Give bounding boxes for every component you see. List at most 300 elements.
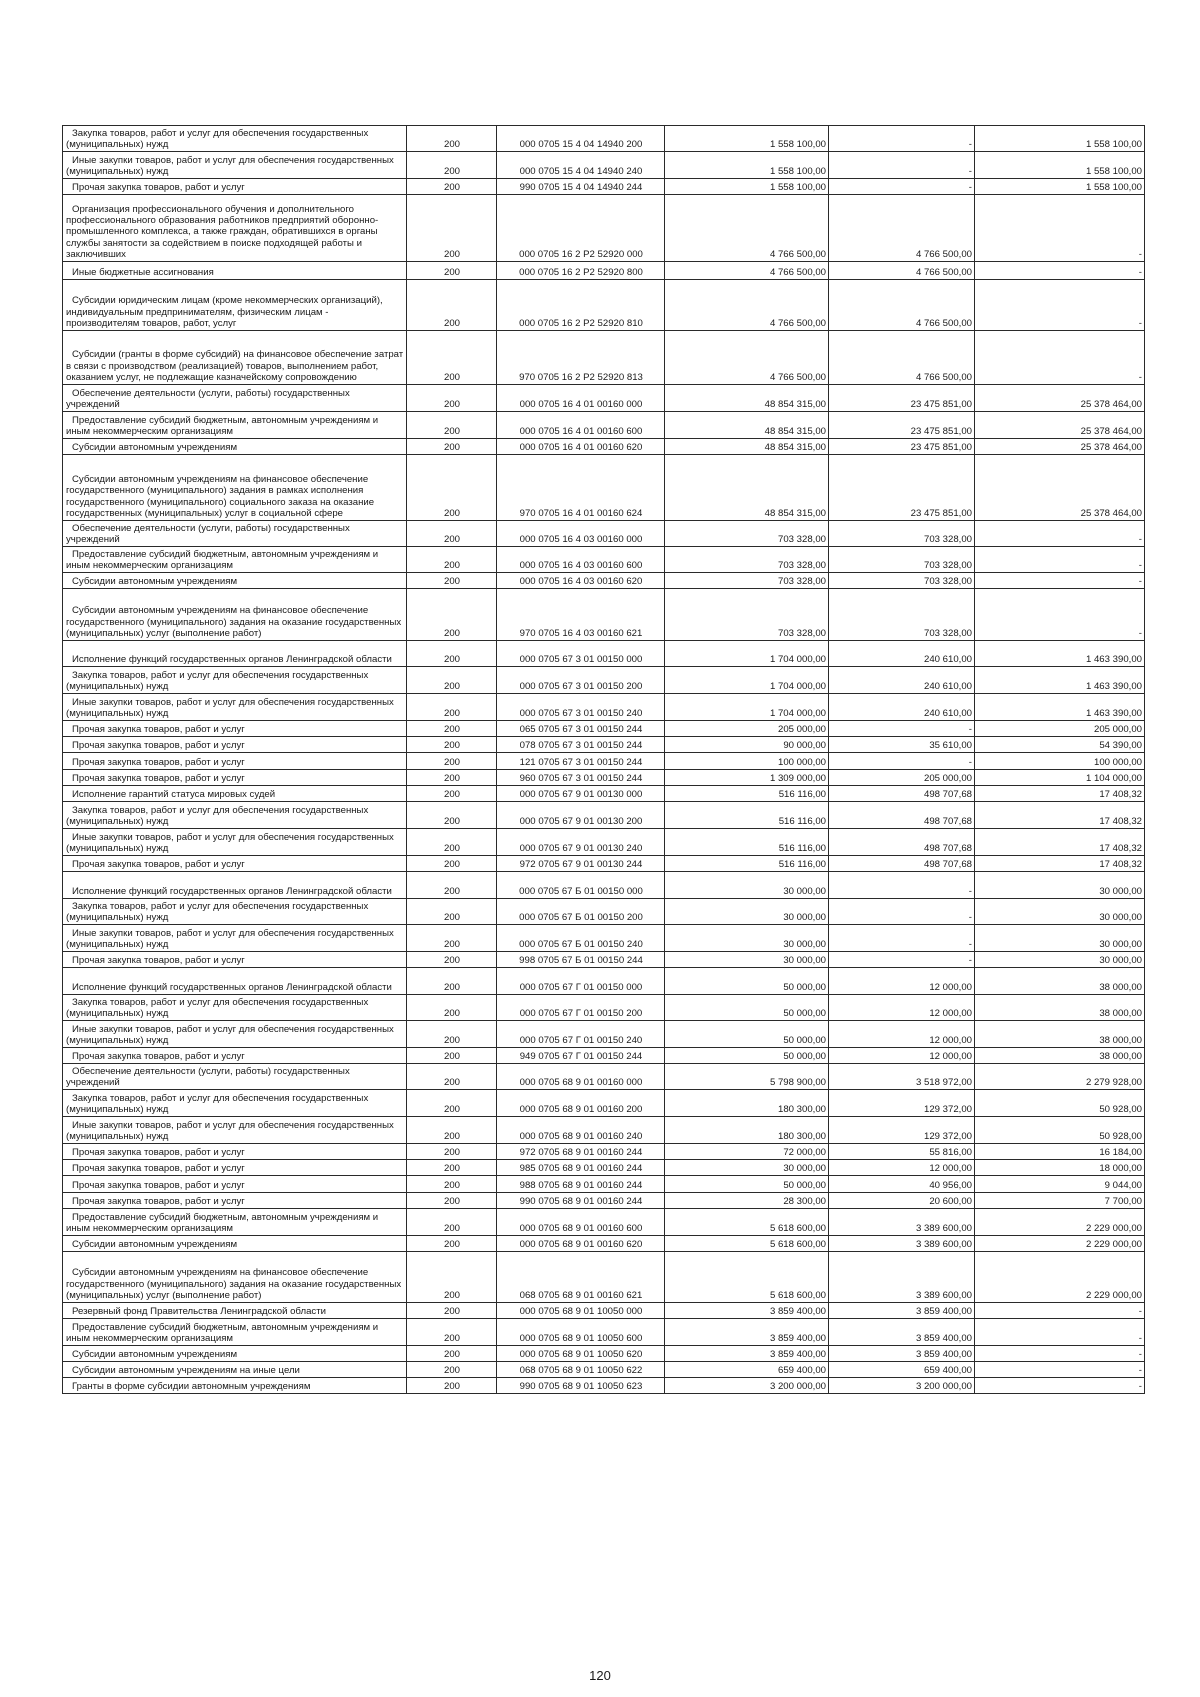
table-row (63, 1144, 1145, 1160)
row-name-cell: Прочая закупка товаров, работ и услуг (63, 770, 407, 786)
row-budget-code-cell: 000 0705 67 3 01 00150 200 (497, 667, 665, 694)
row-budget-code-cell: 000 0705 68 9 01 10050 000 (497, 1303, 665, 1319)
table-row (63, 1362, 1145, 1378)
row-budget-code-cell: 000 0705 67 Б 01 00150 000 (497, 872, 665, 899)
table-row (63, 694, 1145, 721)
row-executed-amount-cell: 20 600,00 (829, 1193, 975, 1209)
row-line-code-cell: 200 (407, 1064, 497, 1090)
row-budget-code-cell: 949 0705 67 Г 01 00150 244 (497, 1048, 665, 1064)
row-budget-code-cell: 000 0705 68 9 01 00160 240 (497, 1117, 665, 1144)
row-line-code-cell: 200 (407, 179, 497, 195)
row-remaining-amount-cell: 2 229 000,00 (975, 1236, 1145, 1252)
row-remaining-amount-cell: - (975, 280, 1145, 331)
table-row (63, 899, 1145, 925)
row-line-code-cell: 200 (407, 1303, 497, 1319)
table-row (63, 547, 1145, 573)
row-executed-amount-cell: 3 518 972,00 (829, 1064, 975, 1090)
row-remaining-amount-cell: 17 408,32 (975, 786, 1145, 802)
row-name-cell: Предоставление субсидий бюджетным, автономным учреждениям и иным некоммерческим организациям (63, 412, 407, 439)
row-name-cell: Иные закупки товаров, работ и услуг для обеспечения государственных (муниципальных) нужд (63, 694, 407, 721)
row-line-code-cell: 200 (407, 1193, 497, 1209)
row-line-code-cell: 200 (407, 1378, 497, 1394)
row-executed-amount-cell: 23 475 851,00 (829, 439, 975, 455)
row-budget-code-cell: 000 0705 15 4 04 14940 200 (497, 126, 665, 152)
row-budget-code-cell: 000 0705 67 Г 01 00150 200 (497, 995, 665, 1021)
row-budget-code-cell: 985 0705 68 9 01 00160 244 (497, 1160, 665, 1176)
row-approved-amount-cell: 30 000,00 (665, 899, 829, 925)
table-row (63, 925, 1145, 952)
row-line-code-cell: 200 (407, 1117, 497, 1144)
row-executed-amount-cell: 40 956,00 (829, 1176, 975, 1193)
row-approved-amount-cell: 30 000,00 (665, 925, 829, 952)
row-approved-amount-cell: 1 704 000,00 (665, 641, 829, 667)
row-line-code-cell: 200 (407, 856, 497, 872)
row-name-cell: Организация профессионального обучения и дополнительного профессионального образования работников предприятий оборонно-промышленного комплекса, а также граждан, обратившихся в органы службы занятости за содействием в поиске подходящей работы и заключивших (63, 195, 407, 262)
table-row (63, 1117, 1145, 1144)
row-name-cell: Прочая закупка товаров, работ и услуг (63, 1176, 407, 1193)
row-name-cell: Иные бюджетные ассигнования (63, 262, 407, 280)
row-name-cell: Субсидии (гранты в форме субсидий) на финансовое обеспечение затрат в связи с производством (реализацией) товаров, выполнением работ, оказанием услуг, не подлежащие казначейскому сопровождению (63, 331, 407, 385)
row-remaining-amount-cell: 38 000,00 (975, 968, 1145, 995)
row-line-code-cell: 200 (407, 1209, 497, 1236)
row-name-cell: Иные закупки товаров, работ и услуг для обеспечения государственных (муниципальных) нужд (63, 925, 407, 952)
row-name-cell: Закупка товаров, работ и услуг для обеспечения государственных (муниципальных) нужд (63, 126, 407, 152)
row-approved-amount-cell: 516 116,00 (665, 829, 829, 856)
row-approved-amount-cell: 100 000,00 (665, 753, 829, 770)
row-name-cell: Прочая закупка товаров, работ и услуг (63, 1193, 407, 1209)
row-budget-code-cell: 068 0705 68 9 01 00160 621 (497, 1252, 665, 1303)
row-executed-amount-cell: 703 328,00 (829, 573, 975, 589)
row-remaining-amount-cell: 9 044,00 (975, 1176, 1145, 1193)
row-name-cell: Субсидии автономным учреждениям (63, 1346, 407, 1362)
row-executed-amount-cell: - (829, 179, 975, 195)
row-budget-code-cell: 000 0705 67 Б 01 00150 240 (497, 925, 665, 952)
table-row (63, 1236, 1145, 1252)
row-executed-amount-cell: 3 859 400,00 (829, 1303, 975, 1319)
table-row (63, 1252, 1145, 1303)
row-approved-amount-cell: 516 116,00 (665, 856, 829, 872)
row-budget-code-cell: 065 0705 67 3 01 00150 244 (497, 721, 665, 737)
row-name-cell: Прочая закупка товаров, работ и услуг (63, 179, 407, 195)
row-name-cell: Обеспечение деятельности (услуги, работы) государственных учреждений (63, 521, 407, 547)
table-row (63, 385, 1145, 412)
row-remaining-amount-cell: - (975, 1346, 1145, 1362)
row-name-cell: Иные закупки товаров, работ и услуг для обеспечения государственных (муниципальных) нужд (63, 829, 407, 856)
row-executed-amount-cell: 703 328,00 (829, 521, 975, 547)
table-row (63, 1160, 1145, 1176)
row-budget-code-cell: 000 0705 67 9 01 00130 200 (497, 802, 665, 829)
row-remaining-amount-cell: 1 558 100,00 (975, 152, 1145, 179)
row-budget-code-cell: 000 0705 16 4 03 00160 620 (497, 573, 665, 589)
row-approved-amount-cell: 205 000,00 (665, 721, 829, 737)
row-line-code-cell: 200 (407, 1319, 497, 1346)
row-line-code-cell: 200 (407, 126, 497, 152)
row-executed-amount-cell: 703 328,00 (829, 589, 975, 641)
table-row (63, 126, 1145, 152)
row-executed-amount-cell: - (829, 152, 975, 179)
row-remaining-amount-cell: 38 000,00 (975, 1021, 1145, 1048)
row-line-code-cell: 200 (407, 1362, 497, 1378)
row-name-cell: Предоставление субсидий бюджетным, автономным учреждениям и иным некоммерческим организациям (63, 1319, 407, 1346)
row-line-code-cell: 200 (407, 786, 497, 802)
row-remaining-amount-cell: 25 378 464,00 (975, 439, 1145, 455)
row-remaining-amount-cell: 17 408,32 (975, 856, 1145, 872)
row-budget-code-cell: 000 0705 68 9 01 00160 620 (497, 1236, 665, 1252)
table-row (63, 1346, 1145, 1362)
row-line-code-cell: 200 (407, 547, 497, 573)
row-remaining-amount-cell: 2 229 000,00 (975, 1252, 1145, 1303)
row-remaining-amount-cell: 2 279 928,00 (975, 1064, 1145, 1090)
row-approved-amount-cell: 5 618 600,00 (665, 1252, 829, 1303)
row-line-code-cell: 200 (407, 995, 497, 1021)
row-budget-code-cell: 000 0705 68 9 01 00160 000 (497, 1064, 665, 1090)
row-remaining-amount-cell: 16 184,00 (975, 1144, 1145, 1160)
row-name-cell: Закупка товаров, работ и услуг для обеспечения государственных (муниципальных) нужд (63, 995, 407, 1021)
row-line-code-cell: 200 (407, 1160, 497, 1176)
table-row (63, 802, 1145, 829)
row-line-code-cell: 200 (407, 385, 497, 412)
row-approved-amount-cell: 90 000,00 (665, 737, 829, 753)
row-remaining-amount-cell: - (975, 1319, 1145, 1346)
row-approved-amount-cell: 50 000,00 (665, 1048, 829, 1064)
row-executed-amount-cell: 703 328,00 (829, 547, 975, 573)
row-name-cell: Прочая закупка товаров, работ и услуг (63, 952, 407, 968)
row-name-cell: Закупка товаров, работ и услуг для обеспечения государственных (муниципальных) нужд (63, 802, 407, 829)
row-line-code-cell: 200 (407, 753, 497, 770)
row-executed-amount-cell: 12 000,00 (829, 1021, 975, 1048)
row-budget-code-cell: 970 0705 16 4 01 00160 624 (497, 455, 665, 521)
row-budget-code-cell: 000 0705 67 9 01 00130 000 (497, 786, 665, 802)
row-approved-amount-cell: 50 000,00 (665, 1176, 829, 1193)
row-line-code-cell: 200 (407, 1236, 497, 1252)
row-remaining-amount-cell: 100 000,00 (975, 753, 1145, 770)
row-remaining-amount-cell: - (975, 1303, 1145, 1319)
row-budget-code-cell: 000 0705 67 9 01 00130 240 (497, 829, 665, 856)
row-budget-code-cell: 000 0705 16 2 P2 52920 800 (497, 262, 665, 280)
row-approved-amount-cell: 703 328,00 (665, 573, 829, 589)
row-approved-amount-cell: 180 300,00 (665, 1117, 829, 1144)
budget-table (62, 125, 1145, 1394)
table-row (63, 1064, 1145, 1090)
table-row (63, 1209, 1145, 1236)
row-executed-amount-cell: 3 859 400,00 (829, 1346, 975, 1362)
row-executed-amount-cell: 240 610,00 (829, 667, 975, 694)
row-approved-amount-cell: 516 116,00 (665, 802, 829, 829)
table-row (63, 952, 1145, 968)
row-remaining-amount-cell: - (975, 589, 1145, 641)
row-approved-amount-cell: 5 798 900,00 (665, 1064, 829, 1090)
row-budget-code-cell: 000 0705 68 9 01 10050 600 (497, 1319, 665, 1346)
row-remaining-amount-cell: 54 390,00 (975, 737, 1145, 753)
row-line-code-cell: 200 (407, 952, 497, 968)
row-name-cell: Субсидии автономным учреждениям на иные цели (63, 1362, 407, 1378)
budget-table-body (63, 126, 1145, 1394)
row-approved-amount-cell: 4 766 500,00 (665, 280, 829, 331)
row-name-cell: Предоставление субсидий бюджетным, автономным учреждениям и иным некоммерческим организациям (63, 1209, 407, 1236)
row-line-code-cell: 200 (407, 573, 497, 589)
row-line-code-cell: 200 (407, 1090, 497, 1117)
row-executed-amount-cell: 3 389 600,00 (829, 1236, 975, 1252)
table-row (63, 412, 1145, 439)
row-name-cell: Прочая закупка товаров, работ и услуг (63, 1048, 407, 1064)
row-approved-amount-cell: 48 854 315,00 (665, 455, 829, 521)
row-remaining-amount-cell: - (975, 521, 1145, 547)
row-name-cell: Прочая закупка товаров, работ и услуг (63, 753, 407, 770)
row-budget-code-cell: 000 0705 16 2 P2 52920 000 (497, 195, 665, 262)
row-remaining-amount-cell: 30 000,00 (975, 899, 1145, 925)
row-name-cell: Субсидии автономным учреждениям на финансовое обеспечение государственного (муниципального) задания на оказание государственных (муниципальных) услуг (выполнение работ) (63, 1252, 407, 1303)
row-executed-amount-cell: 498 707,68 (829, 856, 975, 872)
row-approved-amount-cell: 1 558 100,00 (665, 179, 829, 195)
table-row (63, 1176, 1145, 1193)
table-row (63, 195, 1145, 262)
row-name-cell: Прочая закупка товаров, работ и услуг (63, 856, 407, 872)
row-executed-amount-cell: 4 766 500,00 (829, 195, 975, 262)
row-name-cell: Иные закупки товаров, работ и услуг для обеспечения государственных (муниципальных) нужд (63, 152, 407, 179)
row-executed-amount-cell: - (829, 753, 975, 770)
row-name-cell: Иные закупки товаров, работ и услуг для обеспечения государственных (муниципальных) нужд (63, 1117, 407, 1144)
row-line-code-cell: 200 (407, 641, 497, 667)
table-row (63, 1319, 1145, 1346)
table-row (63, 995, 1145, 1021)
row-name-cell: Прочая закупка товаров, работ и услуг (63, 1160, 407, 1176)
row-name-cell: Субсидии автономным учреждениям на финансовое обеспечение государственного (муниципального) задания в рамках исполнения государственного (муниципального) социального заказа на оказание государственных (муниципальных) услуг в социальной сфере (63, 455, 407, 521)
row-approved-amount-cell: 48 854 315,00 (665, 385, 829, 412)
row-executed-amount-cell: - (829, 925, 975, 952)
table-row (63, 152, 1145, 179)
table-row (63, 856, 1145, 872)
row-approved-amount-cell: 48 854 315,00 (665, 412, 829, 439)
row-line-code-cell: 200 (407, 439, 497, 455)
row-budget-code-cell: 970 0705 16 2 P2 52920 813 (497, 331, 665, 385)
row-name-cell: Субсидии юридическим лицам (кроме некоммерческих организаций), индивидуальным предпринимателям, физическим лицам - производителям товаров, работ, услуг (63, 280, 407, 331)
row-executed-amount-cell: - (829, 952, 975, 968)
row-executed-amount-cell: 55 816,00 (829, 1144, 975, 1160)
row-budget-code-cell: 078 0705 67 3 01 00150 244 (497, 737, 665, 753)
row-name-cell: Резервный фонд Правительства Ленинградской области (63, 1303, 407, 1319)
row-remaining-amount-cell: - (975, 1362, 1145, 1378)
row-name-cell: Закупка товаров, работ и услуг для обеспечения государственных (муниципальных) нужд (63, 899, 407, 925)
row-approved-amount-cell: 30 000,00 (665, 952, 829, 968)
table-row (63, 331, 1145, 385)
row-remaining-amount-cell: 25 378 464,00 (975, 412, 1145, 439)
row-name-cell: Исполнение функций государственных органов Ленинградской области (63, 872, 407, 899)
row-name-cell: Субсидии автономным учреждениям (63, 1236, 407, 1252)
row-line-code-cell: 200 (407, 925, 497, 952)
row-approved-amount-cell: 180 300,00 (665, 1090, 829, 1117)
row-remaining-amount-cell: - (975, 1378, 1145, 1394)
row-remaining-amount-cell: 50 928,00 (975, 1117, 1145, 1144)
row-executed-amount-cell: 35 610,00 (829, 737, 975, 753)
row-remaining-amount-cell: - (975, 547, 1145, 573)
row-approved-amount-cell: 703 328,00 (665, 547, 829, 573)
row-budget-code-cell: 998 0705 67 Б 01 00150 244 (497, 952, 665, 968)
row-approved-amount-cell: 5 618 600,00 (665, 1236, 829, 1252)
row-budget-code-cell: 972 0705 68 9 01 00160 244 (497, 1144, 665, 1160)
table-row (63, 1193, 1145, 1209)
row-approved-amount-cell: 1 309 000,00 (665, 770, 829, 786)
row-name-cell: Прочая закупка товаров, работ и услуг (63, 721, 407, 737)
row-budget-code-cell: 990 0705 15 4 04 14940 244 (497, 179, 665, 195)
row-line-code-cell: 200 (407, 412, 497, 439)
row-approved-amount-cell: 4 766 500,00 (665, 262, 829, 280)
row-executed-amount-cell: 659 400,00 (829, 1362, 975, 1378)
row-line-code-cell: 200 (407, 589, 497, 641)
table-row (63, 872, 1145, 899)
row-line-code-cell: 200 (407, 152, 497, 179)
row-remaining-amount-cell: 1 463 390,00 (975, 694, 1145, 721)
row-line-code-cell: 200 (407, 280, 497, 331)
row-approved-amount-cell: 516 116,00 (665, 786, 829, 802)
row-approved-amount-cell: 50 000,00 (665, 995, 829, 1021)
row-line-code-cell: 200 (407, 521, 497, 547)
row-remaining-amount-cell: - (975, 195, 1145, 262)
table-row (63, 280, 1145, 331)
row-executed-amount-cell: 240 610,00 (829, 641, 975, 667)
row-remaining-amount-cell: - (975, 262, 1145, 280)
row-budget-code-cell: 972 0705 67 9 01 00130 244 (497, 856, 665, 872)
row-approved-amount-cell: 3 200 000,00 (665, 1378, 829, 1394)
row-budget-code-cell: 000 0705 67 Б 01 00150 200 (497, 899, 665, 925)
row-budget-code-cell: 000 0705 16 4 01 00160 620 (497, 439, 665, 455)
row-budget-code-cell: 000 0705 15 4 04 14940 240 (497, 152, 665, 179)
row-budget-code-cell: 000 0705 67 3 01 00150 000 (497, 641, 665, 667)
table-row (63, 770, 1145, 786)
row-executed-amount-cell: 12 000,00 (829, 968, 975, 995)
row-approved-amount-cell: 30 000,00 (665, 1160, 829, 1176)
row-executed-amount-cell: 129 372,00 (829, 1117, 975, 1144)
row-name-cell: Иные закупки товаров, работ и услуг для обеспечения государственных (муниципальных) нужд (63, 1021, 407, 1048)
row-approved-amount-cell: 1 558 100,00 (665, 126, 829, 152)
row-executed-amount-cell: 4 766 500,00 (829, 331, 975, 385)
page-number: 120 (589, 1668, 611, 1683)
row-name-cell: Субсидии автономным учреждениям (63, 573, 407, 589)
table-row (63, 589, 1145, 641)
table-row (63, 262, 1145, 280)
row-approved-amount-cell: 5 618 600,00 (665, 1209, 829, 1236)
row-remaining-amount-cell: - (975, 331, 1145, 385)
row-line-code-cell: 200 (407, 737, 497, 753)
table-row (63, 786, 1145, 802)
row-executed-amount-cell: - (829, 872, 975, 899)
table-row (63, 1303, 1145, 1319)
row-remaining-amount-cell: 30 000,00 (975, 952, 1145, 968)
row-line-code-cell: 200 (407, 455, 497, 521)
row-approved-amount-cell: 659 400,00 (665, 1362, 829, 1378)
row-remaining-amount-cell: 2 229 000,00 (975, 1209, 1145, 1236)
row-approved-amount-cell: 1 558 100,00 (665, 152, 829, 179)
row-name-cell: Субсидии автономным учреждениям на финансовое обеспечение государственного (муниципального) задания на оказание государственных (муниципальных) услуг (выполнение работ) (63, 589, 407, 641)
row-remaining-amount-cell: 38 000,00 (975, 1048, 1145, 1064)
row-line-code-cell: 200 (407, 1048, 497, 1064)
row-line-code-cell: 200 (407, 331, 497, 385)
row-remaining-amount-cell: 30 000,00 (975, 925, 1145, 952)
row-executed-amount-cell: - (829, 126, 975, 152)
table-row (63, 753, 1145, 770)
row-name-cell: Обеспечение деятельности (услуги, работы) государственных учреждений (63, 1064, 407, 1090)
row-executed-amount-cell: 12 000,00 (829, 1048, 975, 1064)
row-executed-amount-cell: 12 000,00 (829, 1160, 975, 1176)
row-line-code-cell: 200 (407, 694, 497, 721)
row-line-code-cell: 200 (407, 968, 497, 995)
row-remaining-amount-cell: 1 104 000,00 (975, 770, 1145, 786)
row-budget-code-cell: 000 0705 67 3 01 00150 240 (497, 694, 665, 721)
row-executed-amount-cell: - (829, 899, 975, 925)
row-executed-amount-cell: - (829, 721, 975, 737)
row-name-cell: Обеспечение деятельности (услуги, работы) государственных учреждений (63, 385, 407, 412)
table-row (63, 737, 1145, 753)
row-line-code-cell: 200 (407, 802, 497, 829)
table-row (63, 1048, 1145, 1064)
row-budget-code-cell: 068 0705 68 9 01 10050 622 (497, 1362, 665, 1378)
row-remaining-amount-cell: 1 463 390,00 (975, 641, 1145, 667)
row-name-cell: Закупка товаров, работ и услуг для обеспечения государственных (муниципальных) нужд (63, 667, 407, 694)
row-line-code-cell: 200 (407, 829, 497, 856)
row-budget-code-cell: 960 0705 67 3 01 00150 244 (497, 770, 665, 786)
row-executed-amount-cell: 498 707,68 (829, 829, 975, 856)
row-executed-amount-cell: 129 372,00 (829, 1090, 975, 1117)
row-executed-amount-cell: 23 475 851,00 (829, 455, 975, 521)
row-remaining-amount-cell: 25 378 464,00 (975, 455, 1145, 521)
row-name-cell: Закупка товаров, работ и услуг для обеспечения государственных (муниципальных) нужд (63, 1090, 407, 1117)
row-budget-code-cell: 000 0705 16 2 P2 52920 810 (497, 280, 665, 331)
row-executed-amount-cell: 3 389 600,00 (829, 1209, 975, 1236)
row-approved-amount-cell: 703 328,00 (665, 589, 829, 641)
row-remaining-amount-cell: 17 408,32 (975, 802, 1145, 829)
row-name-cell: Исполнение гарантий статуса мировых судей (63, 786, 407, 802)
row-line-code-cell: 200 (407, 899, 497, 925)
row-budget-code-cell: 000 0705 68 9 01 00160 600 (497, 1209, 665, 1236)
row-remaining-amount-cell: 38 000,00 (975, 995, 1145, 1021)
row-executed-amount-cell: 4 766 500,00 (829, 262, 975, 280)
row-remaining-amount-cell: 50 928,00 (975, 1090, 1145, 1117)
row-budget-code-cell: 000 0705 68 9 01 10050 620 (497, 1346, 665, 1362)
row-executed-amount-cell: 23 475 851,00 (829, 412, 975, 439)
table-row (63, 721, 1145, 737)
row-executed-amount-cell: 240 610,00 (829, 694, 975, 721)
row-approved-amount-cell: 48 854 315,00 (665, 439, 829, 455)
row-remaining-amount-cell: - (975, 573, 1145, 589)
row-budget-code-cell: 000 0705 16 4 03 00160 600 (497, 547, 665, 573)
row-executed-amount-cell: 23 475 851,00 (829, 385, 975, 412)
row-budget-code-cell: 000 0705 16 4 03 00160 000 (497, 521, 665, 547)
table-row (63, 667, 1145, 694)
row-budget-code-cell: 121 0705 67 3 01 00150 244 (497, 753, 665, 770)
row-name-cell: Субсидии автономным учреждениям (63, 439, 407, 455)
row-name-cell: Исполнение функций государственных органов Ленинградской области (63, 641, 407, 667)
row-executed-amount-cell: 205 000,00 (829, 770, 975, 786)
row-executed-amount-cell: 3 200 000,00 (829, 1378, 975, 1394)
row-budget-code-cell: 000 0705 68 9 01 00160 200 (497, 1090, 665, 1117)
table-row (63, 521, 1145, 547)
row-remaining-amount-cell: 25 378 464,00 (975, 385, 1145, 412)
row-line-code-cell: 200 (407, 1252, 497, 1303)
row-line-code-cell: 200 (407, 195, 497, 262)
table-row (63, 179, 1145, 195)
row-line-code-cell: 200 (407, 872, 497, 899)
row-line-code-cell: 200 (407, 1021, 497, 1048)
row-executed-amount-cell: 3 859 400,00 (829, 1319, 975, 1346)
row-approved-amount-cell: 3 859 400,00 (665, 1346, 829, 1362)
row-remaining-amount-cell: 30 000,00 (975, 872, 1145, 899)
row-line-code-cell: 200 (407, 667, 497, 694)
row-approved-amount-cell: 30 000,00 (665, 872, 829, 899)
row-name-cell: Прочая закупка товаров, работ и услуг (63, 737, 407, 753)
budget-execution-sheet (62, 125, 1144, 1394)
row-executed-amount-cell: 4 766 500,00 (829, 280, 975, 331)
row-approved-amount-cell: 4 766 500,00 (665, 195, 829, 262)
table-row (63, 1378, 1145, 1394)
